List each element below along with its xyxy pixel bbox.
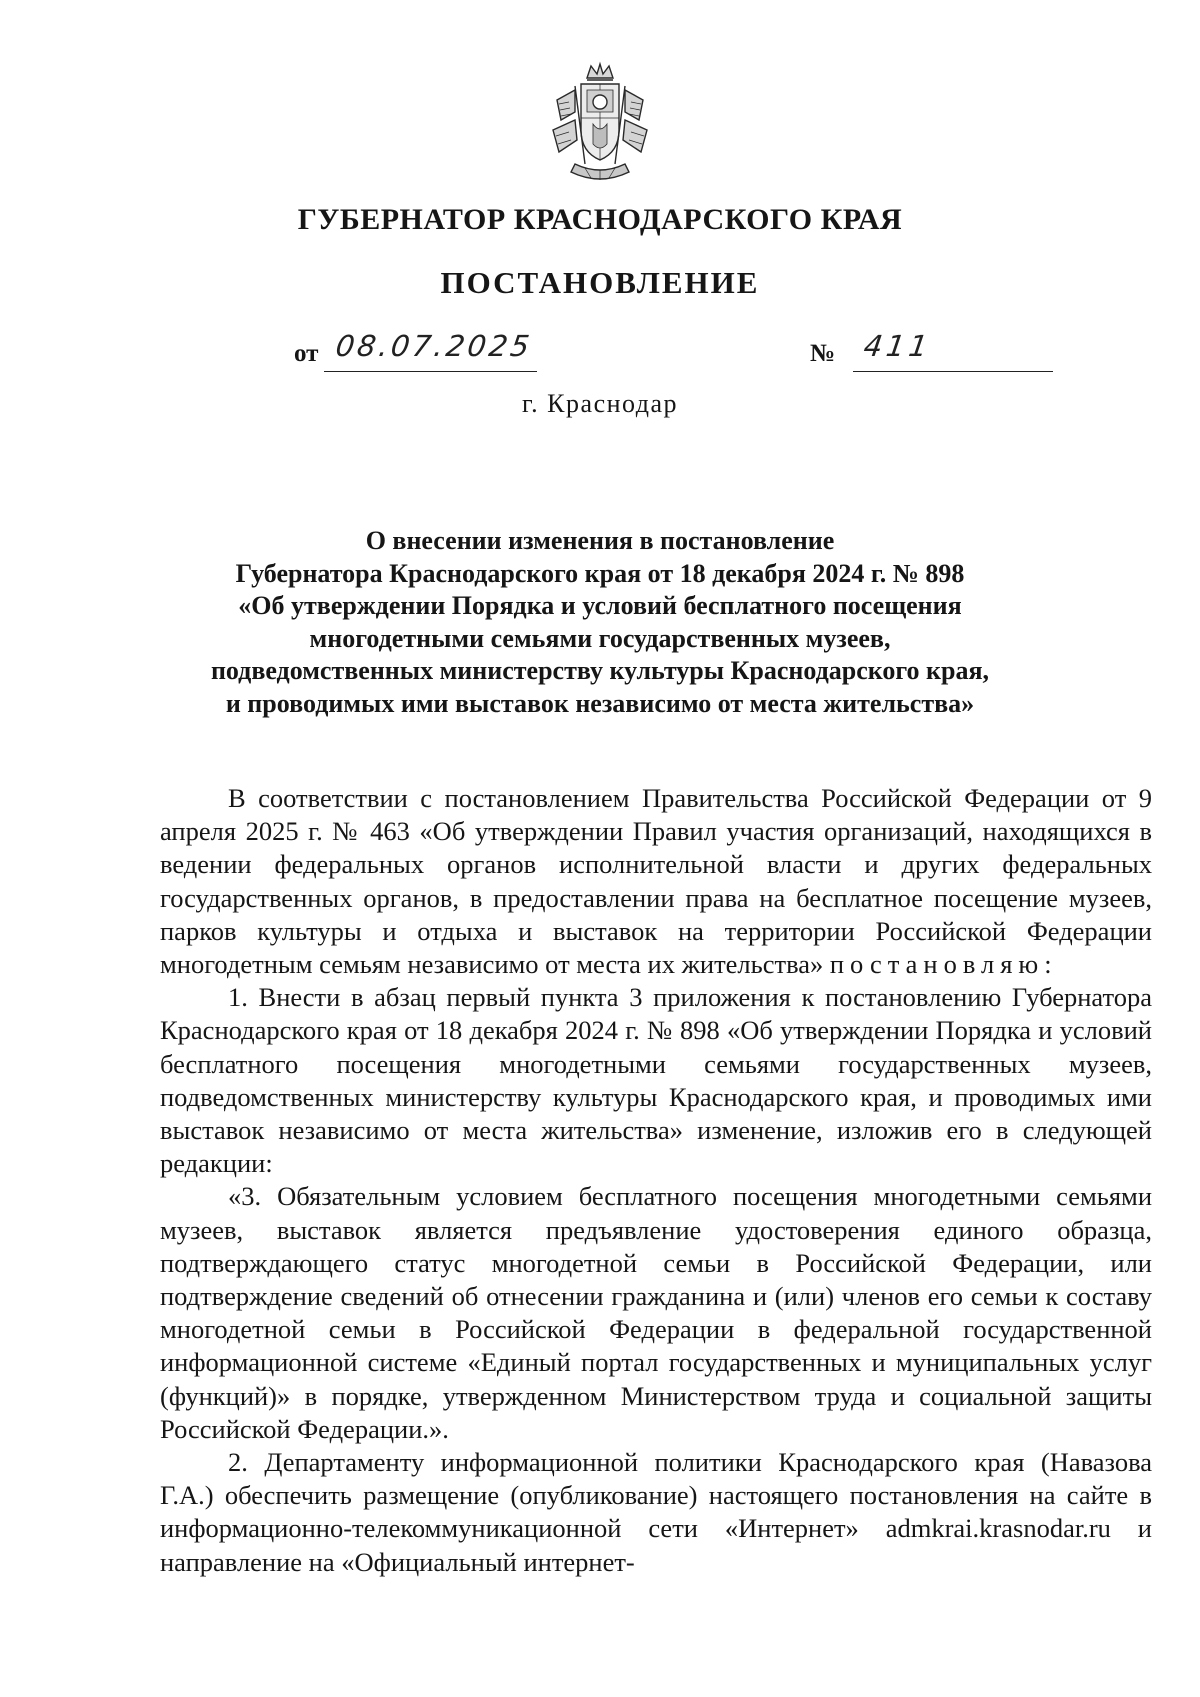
document-title xyxy=(150,525,1050,721)
number-value: 411 xyxy=(861,329,934,363)
decree-word: постановляю: xyxy=(829,949,1058,980)
document-type: ПОСТАНОВЛЕНИЕ xyxy=(440,265,760,300)
title-line: «Об утверждении Порядка и условий бесплатного посещения xyxy=(238,591,962,621)
quoted-paragraph: «3. Обязательным условием бесплатного посещения многодетными семьями музеев, выставок является предъявление удостоверения единого образца, подтверждающего статус многодетной семьи в Российской Федерации, или подтверждение сведений об отнесении гражданина и (или) членов его семьи к составу многодетной семьи в Российской Федерации в федеральной государственной информационной системе «Единый портал государственных и муниципальных услуг (функций)» в порядке, утвержденном Министерством труда и социальной защиты Российской Федерации.». xyxy=(160,1181,1152,1444)
title-line: подведомственных министерству культуры Краснодарского края, xyxy=(210,656,990,686)
number-underline xyxy=(853,371,1053,372)
item-1-paragraph: 1. Внести в абзац первый пункта 3 приложения к постановлению Губернатора Краснодарского края от 18 декабря 2024 г. № 898 «Об утверждении Порядка и условий бесплатного посещения многодетными семьями государственных музеев, подведомственных министерству культуры Краснодарского края, и проводимых ими выставок независимо от места жительства» изменение, изложив его в следующей редакции: xyxy=(160,982,1152,1179)
issuing-authority: ГУБЕРНАТОР КРАСНОДАРСКОГО КРАЯ xyxy=(297,203,903,236)
date-number-row xyxy=(0,329,1200,379)
title-line: и проводимых ими выставок независимо от места жительства» xyxy=(225,688,975,718)
city: г. Краснодар xyxy=(521,389,679,418)
date-prefix: от xyxy=(294,340,319,367)
title-line: многодетными семьями государственных музеев, xyxy=(309,623,891,653)
preamble-paragraph xyxy=(160,782,1152,981)
date-value: 08.07.2025 xyxy=(333,329,535,363)
preamble-text: В соответствии с постановлением Правительства Российской Федерации от 9 апреля 2025 г. № 463 «Об утверждении Правил участия организаций, находящихся в ведении федеральных органов исполнительной власти и других федеральных государственных органов, в предоставлении права на бесплатное посещение музеев, парков культуры и отдыха и выставок на территории Российской Федерации многодетным семьям независимо от места их жительства» xyxy=(160,783,1152,980)
title-line: О внесении изменения в постановление xyxy=(365,526,835,555)
number-prefix: № xyxy=(810,340,836,367)
document-body xyxy=(160,782,1152,1579)
krasnodar-krai-coat-of-arms-icon xyxy=(545,60,655,190)
title-line: Губернатора Краснодарского края от 18 декабря 2024 г. № 898 xyxy=(235,558,965,588)
date-underline xyxy=(324,371,537,372)
item-2-paragraph: 2. Департаменту информационной политики Краснодарского края (Навазова Г.А.) обеспечить размещение (опубликование) настоящего постановления на сайте в информационно-телекоммуникационной сети «Интернет» admkrai.krasnodar.ru и направление на «Официальный интернет- xyxy=(160,1447,1152,1577)
